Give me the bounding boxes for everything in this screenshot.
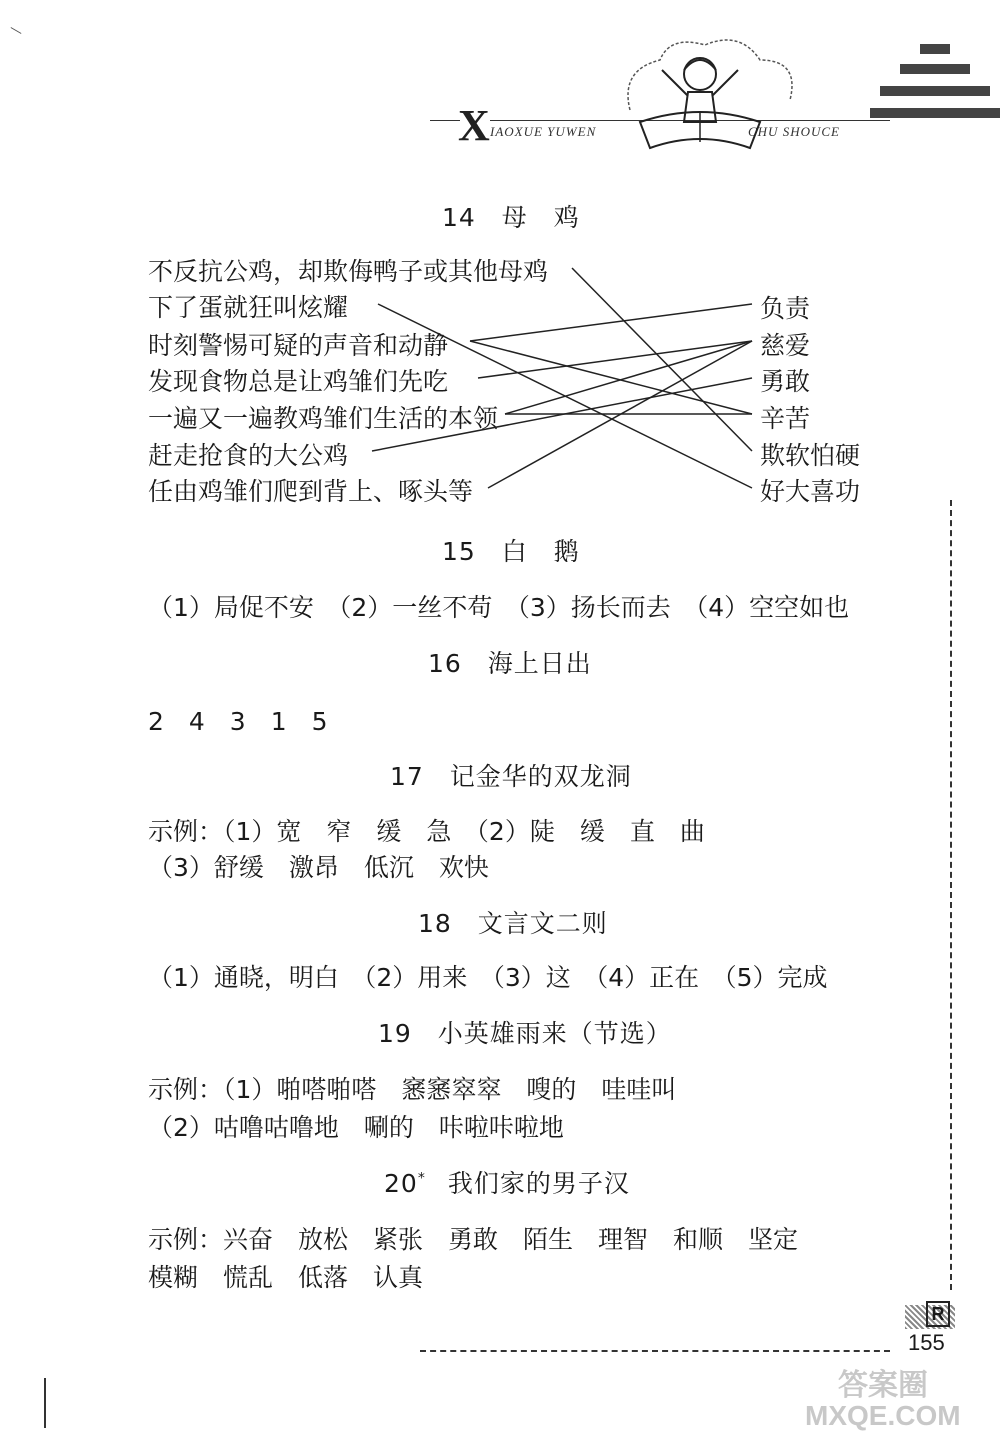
right-margin-rule xyxy=(950,500,952,1290)
right-item-1: 负责 xyxy=(760,294,811,323)
section-16-title: 16 海上日出 xyxy=(428,649,592,678)
match-line-4 xyxy=(478,341,752,378)
section-20-star: * xyxy=(417,1170,426,1187)
match-line-8 xyxy=(470,341,752,414)
right-item-2: 慈爱 xyxy=(760,331,811,360)
left-item-6: 赶走抢食的大公鸡 xyxy=(148,441,349,470)
section-15-answer: （1）局促不安 （2）一丝不苟 （3）扬长而去 （4）空空如也 xyxy=(148,593,850,622)
left-item-5: 一遍又一遍教鸡雏们生活的本领 xyxy=(148,404,499,433)
match-line-3 xyxy=(470,304,752,341)
section-19-title: 19 小英雄雨来（节选） xyxy=(378,1019,672,1048)
right-item-6: 好大喜功 xyxy=(760,477,861,506)
right-item-4: 辛苦 xyxy=(760,404,811,433)
header-label-left: IAOXUE YUWEN xyxy=(490,124,597,139)
left-item-4: 发现食物总是让鸡雏们先吃 xyxy=(148,367,449,396)
left-item-7: 任由鸡雏们爬到背上、啄头等 xyxy=(148,477,474,506)
section-20-heading xyxy=(384,1164,630,1200)
page-number: 155 xyxy=(908,1330,945,1355)
section-15-title: 15 白 鹅 xyxy=(442,537,580,566)
section-17-title: 17 记金华的双龙洞 xyxy=(390,762,632,791)
left-item-1: 不反抗公鸡，却欺侮鸭子或其他母鸡 xyxy=(148,257,549,286)
right-item-3: 勇敢 xyxy=(760,367,811,396)
section-20-line-2: 模糊 慌乱 低落 认真 xyxy=(148,1263,424,1292)
section-17-line-1: 示例：（1）宽 窄 缓 急 （2）陡 缓 直 曲 xyxy=(148,817,705,846)
section-20-line-1: 示例：兴奋 放松 紧张 勇敢 陌生 理智 和顺 坚定 xyxy=(148,1225,799,1254)
section-19-line-1: 示例：（1）啪嗒啪嗒 窸窸窣窣 嗖的 哇哇叫 xyxy=(148,1075,677,1104)
left-bottom-mark xyxy=(44,1378,46,1428)
header-label-right: CHU SHOUCE xyxy=(748,124,840,139)
section-18-title: 18 文言文二则 xyxy=(418,909,608,938)
left-item-3: 时刻警惕可疑的声音和动静 xyxy=(148,331,449,360)
header-logo-x: X xyxy=(458,101,490,150)
section-20-title: 我们家的男子汉 xyxy=(447,1169,630,1198)
match-line-9 xyxy=(505,341,752,414)
section-14-title: 14 母 鸡 xyxy=(442,203,580,232)
footer-rule xyxy=(420,1350,890,1352)
watermark-bottom: MXQE.COM xyxy=(805,1400,961,1431)
edition-mark: R xyxy=(926,1301,950,1327)
section-19-line-2: （2）咕噜咕噜地 唰的 咔啦咔啦地 xyxy=(148,1113,564,1142)
section-16-answer: 2 4 3 1 5 xyxy=(148,707,328,736)
match-line-1 xyxy=(572,268,752,451)
left-item-2: 下了蛋就狂叫炫耀 xyxy=(148,293,349,322)
section-18-answer: （1）通晓，明白 （2）用来 （3）这 （4）正在 （5）完成 xyxy=(148,963,828,992)
watermark-top: 答案圈 xyxy=(838,1369,928,1402)
matching-lines xyxy=(0,0,1000,520)
right-item-5: 欺软怕硬 xyxy=(760,441,861,470)
section-20-number: 20 xyxy=(384,1169,418,1198)
section-17-line-2: （3）舒缓 激昂 低沉 欢快 xyxy=(148,853,489,882)
